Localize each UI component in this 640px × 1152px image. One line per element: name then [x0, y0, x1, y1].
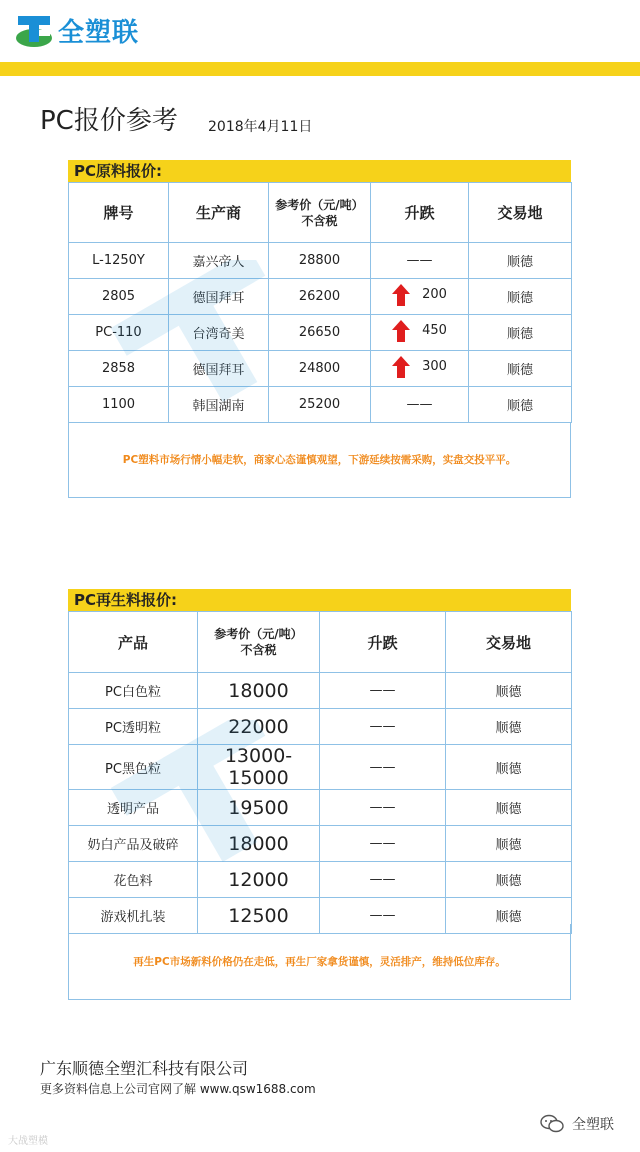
cell-price: 22000 [198, 709, 320, 745]
cell-place: 顺德 [446, 862, 572, 898]
cell-place: 顺德 [446, 898, 572, 934]
wechat-icon [540, 1114, 564, 1134]
cell-product: PC白色粒 [69, 673, 198, 709]
cell-maker: 德国拜耳 [169, 351, 269, 387]
logo-text: 全塑联 [58, 17, 140, 48]
cell-maker: 德国拜耳 [169, 279, 269, 315]
table-row [69, 351, 572, 387]
page-date: 2018年4月11日 [208, 119, 313, 135]
cell-product: 透明产品 [69, 790, 198, 826]
cell-price: 13000-15000 [198, 745, 320, 790]
col-header-price [269, 183, 371, 243]
up-arrow-icon [392, 284, 410, 306]
change-value: 300 [422, 359, 447, 374]
recycled-price-table [68, 611, 572, 934]
tz-logo-icon [14, 10, 54, 50]
cell-product: PC透明粒 [69, 709, 198, 745]
col-header-grade: 牌号 [69, 183, 169, 243]
cell-price: 18000 [198, 826, 320, 862]
cell-place: 顺德 [446, 709, 572, 745]
cell-maker: 台湾奇美 [169, 315, 269, 351]
table-row [69, 243, 572, 279]
table-row [69, 745, 572, 790]
page-title: PC报价参考 [40, 106, 178, 136]
header-yellow-bar [0, 62, 640, 76]
cell-price: 18000 [198, 673, 320, 709]
cell-price: 12000 [198, 862, 320, 898]
change-value: 450 [422, 323, 447, 338]
market-note-recycled: 再生PC市场新料价格仍在走低，再生厂家拿货谨慎，灵活排产，维持低位库存。 [68, 924, 571, 1000]
cell-grade: L-1250Y [69, 243, 169, 279]
cell-product: 游戏机扎装 [69, 898, 198, 934]
cell-place: 顺德 [446, 745, 572, 790]
up-arrow-icon [392, 356, 410, 378]
change-value: 200 [422, 287, 447, 302]
cell-place: 顺德 [446, 790, 572, 826]
up-arrow-icon [392, 320, 410, 342]
cell-grade: 2858 [69, 351, 169, 387]
cell-price: 24800 [269, 351, 371, 387]
table-header-row [69, 612, 572, 673]
table-row [69, 387, 572, 423]
wechat-account [540, 1114, 614, 1134]
table-row [69, 826, 572, 862]
cell-place: 顺德 [469, 243, 572, 279]
cell-change: —— [320, 673, 446, 709]
cell-product: PC黑色粒 [69, 745, 198, 790]
col-header-price-line2: 不含税 [301, 213, 338, 228]
col-header-price-line1: 参考价（元/吨） [275, 197, 364, 212]
cell-place: 顺德 [446, 826, 572, 862]
col-header-price-line1: 参考价（元/吨） [214, 627, 303, 641]
cell-price: 19500 [198, 790, 320, 826]
col-header-place: 交易地 [469, 183, 572, 243]
col-header-place: 交易地 [446, 612, 572, 673]
cell-change [371, 279, 469, 315]
cell-change: —— [320, 745, 446, 790]
cell-change: —— [371, 243, 469, 279]
change-wrap [392, 284, 447, 306]
cell-place: 顺德 [469, 279, 572, 315]
cell-change [371, 315, 469, 351]
cell-maker: 嘉兴帝人 [169, 243, 269, 279]
table-header-row [69, 183, 572, 243]
col-header-price-line2: 不含税 [240, 643, 277, 657]
table-row [69, 709, 572, 745]
table-row [69, 279, 572, 315]
change-wrap [392, 356, 447, 378]
page-header [0, 0, 640, 76]
section-title-raw: PC原料报价: [68, 160, 571, 182]
cell-change: —— [320, 709, 446, 745]
table-row [69, 790, 572, 826]
market-note-raw: PC塑料市场行情小幅走软，商家心态谨慎观望，下游延续按需采购，实盘交投平平。 [68, 422, 571, 498]
corner-watermark: 大战塑模 [8, 1136, 48, 1147]
cell-change: —— [320, 826, 446, 862]
cell-place: 顺德 [469, 387, 572, 423]
change-wrap [392, 320, 447, 342]
cell-price: 12500 [198, 898, 320, 934]
table-row [69, 862, 572, 898]
cell-change: —— [320, 862, 446, 898]
cell-place: 顺德 [469, 351, 572, 387]
cell-price: 26200 [269, 279, 371, 315]
table-row [69, 315, 572, 351]
cell-price: 28800 [269, 243, 371, 279]
cell-grade: 2805 [69, 279, 169, 315]
col-header-change: 升跌 [320, 612, 446, 673]
footer-company: 广东顺德全塑汇科技有限公司 [40, 1059, 249, 1078]
section-title-recycled: PC再生料报价: [68, 589, 571, 611]
raw-price-table [68, 182, 572, 423]
col-header-price [198, 612, 320, 673]
cell-grade: PC-110 [69, 315, 169, 351]
cell-grade: 1100 [69, 387, 169, 423]
cell-change: —— [371, 387, 469, 423]
cell-change [371, 351, 469, 387]
cell-place: 顺德 [446, 673, 572, 709]
cell-price: 26650 [269, 315, 371, 351]
cell-place: 顺德 [469, 315, 572, 351]
cell-product: 奶白产品及破碎 [69, 826, 198, 862]
col-header-product: 产品 [69, 612, 198, 673]
cell-price: 25200 [269, 387, 371, 423]
cell-maker: 韩国湖南 [169, 387, 269, 423]
logo [14, 10, 139, 50]
col-header-change: 升跌 [371, 183, 469, 243]
footer-info: 更多资料信息上公司官网了解 www.qsw1688.com [40, 1082, 316, 1096]
col-header-maker: 生产商 [169, 183, 269, 243]
cell-change: —— [320, 790, 446, 826]
table-row [69, 673, 572, 709]
cell-product: 花色料 [69, 862, 198, 898]
wechat-name: 全塑联 [572, 1117, 614, 1133]
cell-change: —— [320, 898, 446, 934]
